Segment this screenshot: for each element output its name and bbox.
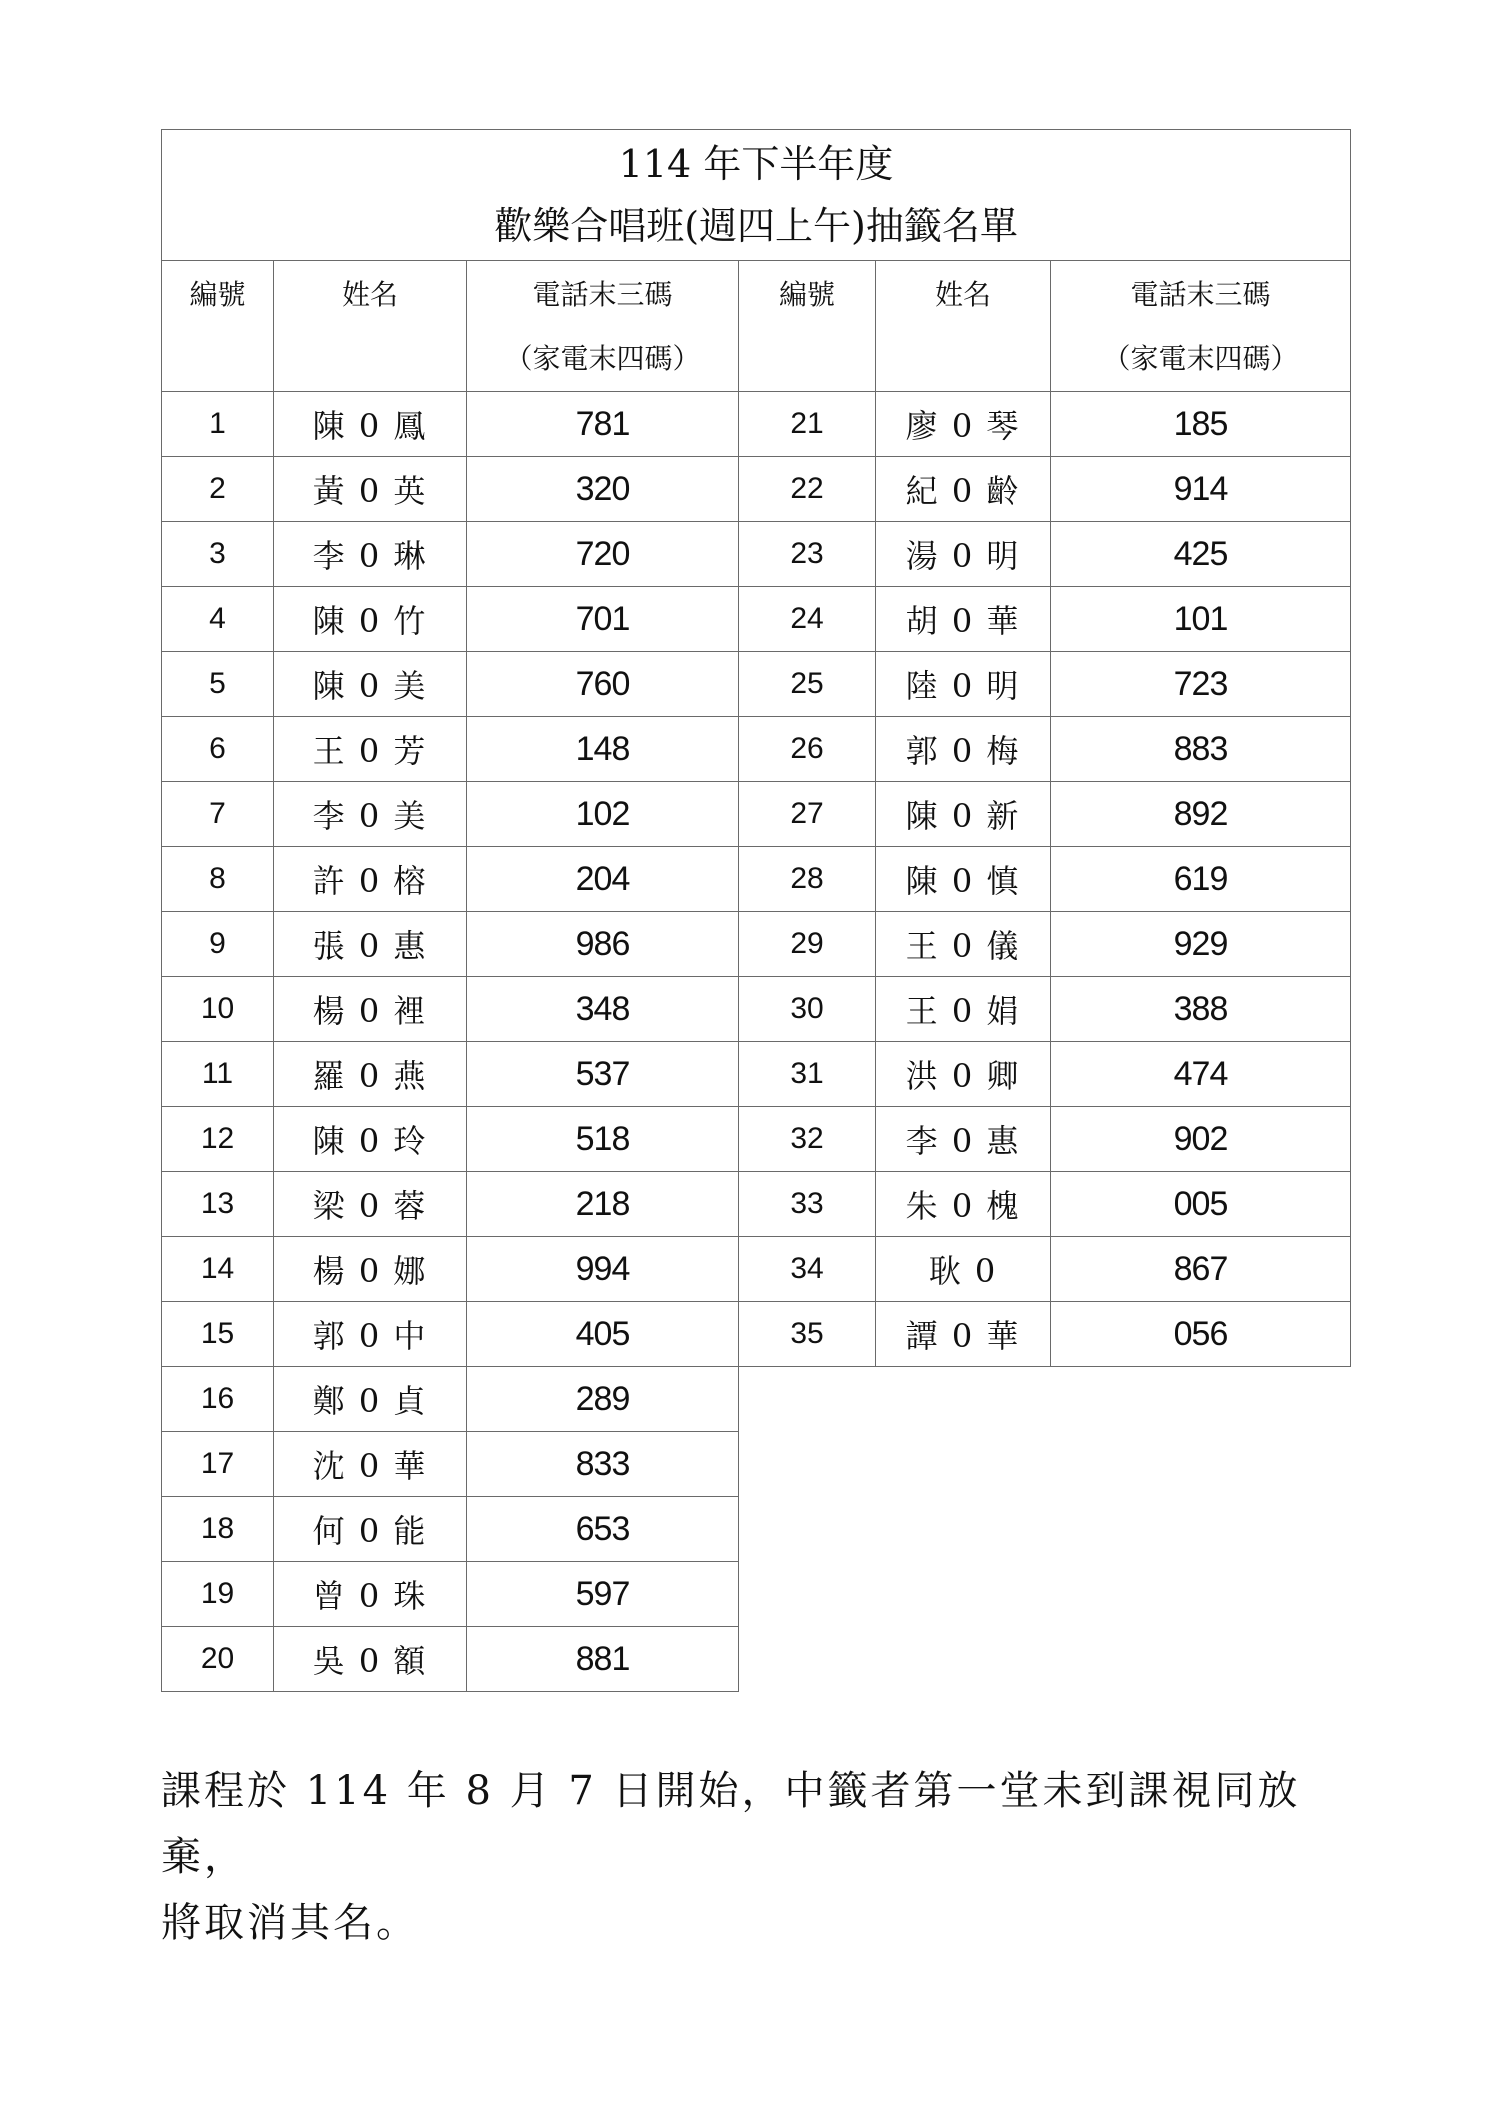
row-name: 何 0 能 <box>274 1497 467 1562</box>
row-name: 陳 0 慎 <box>876 847 1051 912</box>
row-number: 26 <box>739 717 876 782</box>
header-name-right: 姓名 <box>876 261 1051 392</box>
row-phone: 929 <box>1051 912 1351 977</box>
row-name: 陸 0 明 <box>876 652 1051 717</box>
row-name: 李 0 美 <box>274 782 467 847</box>
row-phone: 760 <box>467 652 739 717</box>
empty-cell <box>876 1432 1051 1497</box>
row-name: 譚 0 華 <box>876 1302 1051 1367</box>
row-phone: 388 <box>1051 977 1351 1042</box>
table-row <box>162 1172 1351 1237</box>
row-phone: 425 <box>1051 522 1351 587</box>
empty-cell <box>876 1367 1051 1432</box>
row-phone: 148 <box>467 717 739 782</box>
row-name: 梁 0 蓉 <box>274 1172 467 1237</box>
row-number: 35 <box>739 1302 876 1367</box>
table-row <box>162 652 1351 717</box>
table-row <box>162 1107 1351 1172</box>
row-phone: 348 <box>467 977 739 1042</box>
row-phone: 986 <box>467 912 739 977</box>
row-number: 12 <box>162 1107 274 1172</box>
table-row <box>162 1627 1351 1692</box>
table-row <box>162 392 1351 457</box>
row-number: 31 <box>739 1042 876 1107</box>
row-phone: 867 <box>1051 1237 1351 1302</box>
row-phone: 914 <box>1051 457 1351 522</box>
row-number: 28 <box>739 847 876 912</box>
row-number: 4 <box>162 587 274 652</box>
row-phone: 056 <box>1051 1302 1351 1367</box>
row-number: 29 <box>739 912 876 977</box>
table-row <box>162 1367 1351 1432</box>
row-name: 許 0 榕 <box>274 847 467 912</box>
table-row <box>162 587 1351 652</box>
table-row <box>162 457 1351 522</box>
row-phone: 289 <box>467 1367 739 1432</box>
row-phone: 883 <box>1051 717 1351 782</box>
row-phone: 218 <box>467 1172 739 1237</box>
row-name: 王 0 儀 <box>876 912 1051 977</box>
row-number: 3 <box>162 522 274 587</box>
row-name: 黃 0 英 <box>274 457 467 522</box>
row-number: 13 <box>162 1172 274 1237</box>
header-no-right: 編號 <box>739 261 876 392</box>
row-name: 陳 0 玲 <box>274 1107 467 1172</box>
row-phone: 101 <box>1051 587 1351 652</box>
empty-cell <box>739 1497 876 1562</box>
row-name: 曾 0 珠 <box>274 1562 467 1627</box>
header-row <box>162 261 1351 392</box>
row-name: 朱 0 槐 <box>876 1172 1051 1237</box>
table-row <box>162 522 1351 587</box>
row-phone: 405 <box>467 1302 739 1367</box>
row-number: 22 <box>739 457 876 522</box>
row-phone: 537 <box>467 1042 739 1107</box>
empty-cell <box>1051 1367 1351 1432</box>
row-number: 18 <box>162 1497 274 1562</box>
row-phone: 994 <box>467 1237 739 1302</box>
row-number: 25 <box>739 652 876 717</box>
row-name: 洪 0 卿 <box>876 1042 1051 1107</box>
row-phone: 204 <box>467 847 739 912</box>
empty-cell <box>1051 1627 1351 1692</box>
row-phone: 619 <box>1051 847 1351 912</box>
row-number: 9 <box>162 912 274 977</box>
row-name: 郭 0 中 <box>274 1302 467 1367</box>
document-title <box>162 130 1351 261</box>
row-phone: 102 <box>467 782 739 847</box>
title-line-1: 114 年下半年度 <box>618 142 894 186</box>
row-name: 張 0 惠 <box>274 912 467 977</box>
row-name: 王 0 娟 <box>876 977 1051 1042</box>
row-phone: 723 <box>1051 652 1351 717</box>
note-line-2: 將取消其名。 <box>161 1900 419 1946</box>
row-phone: 720 <box>467 522 739 587</box>
table-row <box>162 912 1351 977</box>
row-name: 耿 0 <box>876 1237 1051 1302</box>
table-row <box>162 977 1351 1042</box>
row-phone: 185 <box>1051 392 1351 457</box>
header-phone-right: 電話末三碼 （家電末四碼） <box>1051 261 1351 392</box>
row-phone: 892 <box>1051 782 1351 847</box>
row-number: 30 <box>739 977 876 1042</box>
row-number: 10 <box>162 977 274 1042</box>
title-row <box>162 130 1351 261</box>
row-name: 陳 0 美 <box>274 652 467 717</box>
row-name: 紀 0 齡 <box>876 457 1051 522</box>
note-line-1: 課程於 114 年 8 月 7 日開始，中籤者第一堂未到課視同放棄， <box>161 1768 1301 1880</box>
lottery-list-table <box>161 129 1351 1692</box>
row-name: 胡 0 華 <box>876 587 1051 652</box>
row-name: 陳 0 新 <box>876 782 1051 847</box>
row-number: 19 <box>162 1562 274 1627</box>
row-phone: 881 <box>467 1627 739 1692</box>
table-row <box>162 847 1351 912</box>
row-phone: 701 <box>467 587 739 652</box>
empty-cell <box>739 1627 876 1692</box>
empty-cell <box>1051 1562 1351 1627</box>
row-number: 6 <box>162 717 274 782</box>
table-row <box>162 782 1351 847</box>
table-row <box>162 1237 1351 1302</box>
row-name: 李 0 惠 <box>876 1107 1051 1172</box>
row-phone: 518 <box>467 1107 739 1172</box>
row-name: 李 0 琳 <box>274 522 467 587</box>
table-row <box>162 1302 1351 1367</box>
header-no-left: 編號 <box>162 261 274 392</box>
row-number: 34 <box>739 1237 876 1302</box>
empty-cell <box>1051 1497 1351 1562</box>
header-phone-left: 電話末三碼 （家電末四碼） <box>467 261 739 392</box>
empty-cell <box>739 1367 876 1432</box>
row-phone: 653 <box>467 1497 739 1562</box>
row-number: 15 <box>162 1302 274 1367</box>
row-name: 陳 0 鳳 <box>274 392 467 457</box>
row-name: 王 0 芳 <box>274 717 467 782</box>
empty-cell <box>876 1627 1051 1692</box>
row-name: 湯 0 明 <box>876 522 1051 587</box>
row-number: 21 <box>739 392 876 457</box>
row-name: 楊 0 裡 <box>274 977 467 1042</box>
row-name: 陳 0 竹 <box>274 587 467 652</box>
header-name-left: 姓名 <box>274 261 467 392</box>
row-phone: 474 <box>1051 1042 1351 1107</box>
empty-cell <box>739 1432 876 1497</box>
row-number: 1 <box>162 392 274 457</box>
table-row <box>162 717 1351 782</box>
row-name: 廖 0 琴 <box>876 392 1051 457</box>
table-row <box>162 1042 1351 1107</box>
row-number: 7 <box>162 782 274 847</box>
row-number: 2 <box>162 457 274 522</box>
row-number: 24 <box>739 587 876 652</box>
row-number: 16 <box>162 1367 274 1432</box>
row-name: 鄭 0 貞 <box>274 1367 467 1432</box>
table-row <box>162 1562 1351 1627</box>
row-name: 郭 0 梅 <box>876 717 1051 782</box>
table-row <box>162 1497 1351 1562</box>
row-number: 14 <box>162 1237 274 1302</box>
row-number: 17 <box>162 1432 274 1497</box>
row-phone: 902 <box>1051 1107 1351 1172</box>
row-phone: 320 <box>467 457 739 522</box>
row-number: 27 <box>739 782 876 847</box>
empty-cell <box>739 1562 876 1627</box>
row-phone: 597 <box>467 1562 739 1627</box>
row-number: 5 <box>162 652 274 717</box>
row-number: 32 <box>739 1107 876 1172</box>
row-number: 33 <box>739 1172 876 1237</box>
row-phone: 833 <box>467 1432 739 1497</box>
empty-cell <box>876 1562 1051 1627</box>
row-number: 23 <box>739 522 876 587</box>
row-name: 吳 0 額 <box>274 1627 467 1692</box>
table-row <box>162 1432 1351 1497</box>
empty-cell <box>876 1497 1051 1562</box>
course-note <box>161 1758 1361 1956</box>
empty-cell <box>1051 1432 1351 1497</box>
row-phone: 005 <box>1051 1172 1351 1237</box>
row-number: 20 <box>162 1627 274 1692</box>
row-name: 羅 0 燕 <box>274 1042 467 1107</box>
row-name: 楊 0 娜 <box>274 1237 467 1302</box>
title-line-2: 歡樂合唱班(週四上午)抽籤名單 <box>494 204 1018 248</box>
row-number: 8 <box>162 847 274 912</box>
row-number: 11 <box>162 1042 274 1107</box>
row-name: 沈 0 華 <box>274 1432 467 1497</box>
row-phone: 781 <box>467 392 739 457</box>
